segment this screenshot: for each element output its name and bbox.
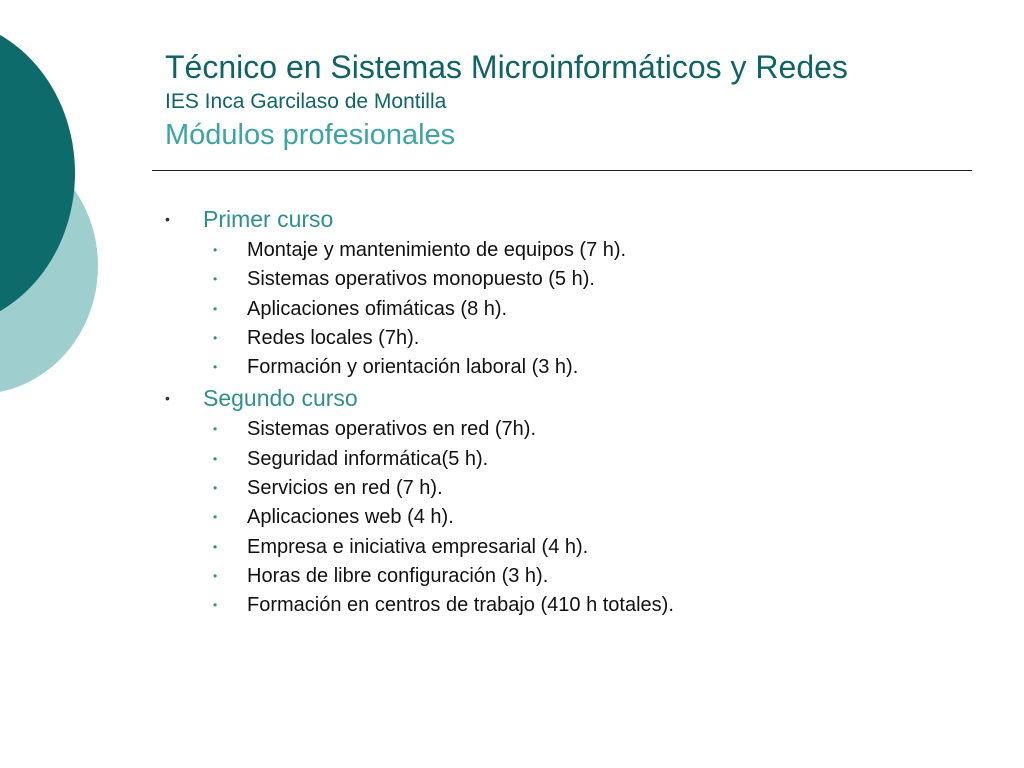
- module-label: Sistemas operativos en red (7h).: [247, 418, 537, 441]
- module-label: Redes locales (7h).: [247, 326, 420, 349]
- module-label: Montaje y mantenimiento de equipos (7 h).: [247, 239, 627, 261]
- bullet-icon: •: [213, 510, 218, 525]
- slide-title: Técnico en Sistemas Microinformáticos y Redes: [165, 49, 848, 85]
- decorative-circles: [0, 0, 120, 420]
- list-item: [165, 265, 674, 294]
- first-year-modules: [203, 236, 674, 382]
- slide-subtitle: IES Inca Garcilaso de Montilla: [165, 90, 447, 113]
- section-first-year: [165, 203, 674, 382]
- bullet-icon: •: [213, 451, 218, 466]
- second-year-modules: [203, 415, 674, 620]
- bullet-icon: •: [165, 211, 170, 227]
- bullet-icon: •: [213, 330, 218, 345]
- bullet-icon: •: [165, 390, 170, 407]
- list-item: [165, 236, 674, 265]
- bullet-icon: •: [213, 301, 218, 316]
- module-label: Aplicaciones ofimáticas (8 h).: [247, 297, 508, 320]
- bullet-icon: •: [213, 539, 218, 554]
- list-item: [165, 445, 674, 474]
- module-label: Empresa e iniciativa empresarial (4 h).: [247, 535, 589, 558]
- list-item: [165, 503, 674, 532]
- bullet-icon: •: [213, 481, 218, 496]
- module-label: Formación en centros de trabajo (410 h totales).: [247, 594, 674, 617]
- module-label: Aplicaciones web (4 h).: [247, 506, 454, 529]
- module-list: [165, 203, 674, 621]
- list-item: [165, 295, 674, 324]
- list-item: [165, 474, 674, 503]
- bullet-icon: •: [213, 243, 218, 257]
- list-item: [165, 415, 674, 444]
- module-label: Seguridad informática(5 h).: [247, 447, 489, 470]
- module-label: Formación y orientación laboral (3 h).: [247, 356, 579, 379]
- module-label: Sistemas operativos monopuesto (5 h).: [247, 268, 595, 291]
- bullet-icon: •: [213, 360, 218, 375]
- module-label: Horas de libre configuración (3 h).: [247, 564, 549, 587]
- module-label: Servicios en red (7 h).: [247, 477, 443, 500]
- list-item: [165, 562, 674, 591]
- section-second-year: [165, 382, 674, 620]
- title-divider: [152, 170, 972, 171]
- list-item: [165, 353, 674, 382]
- bullet-icon: •: [213, 422, 218, 437]
- slide-heading: Módulos profesionales: [165, 119, 456, 151]
- bullet-icon: •: [213, 568, 218, 583]
- section-label: Segundo curso: [203, 385, 358, 412]
- list-item: [165, 533, 674, 562]
- bullet-icon: •: [213, 272, 218, 287]
- list-item: [165, 324, 674, 353]
- list-item: [165, 591, 674, 620]
- bullet-icon: •: [213, 598, 218, 613]
- section-label: Primer curso: [203, 206, 334, 232]
